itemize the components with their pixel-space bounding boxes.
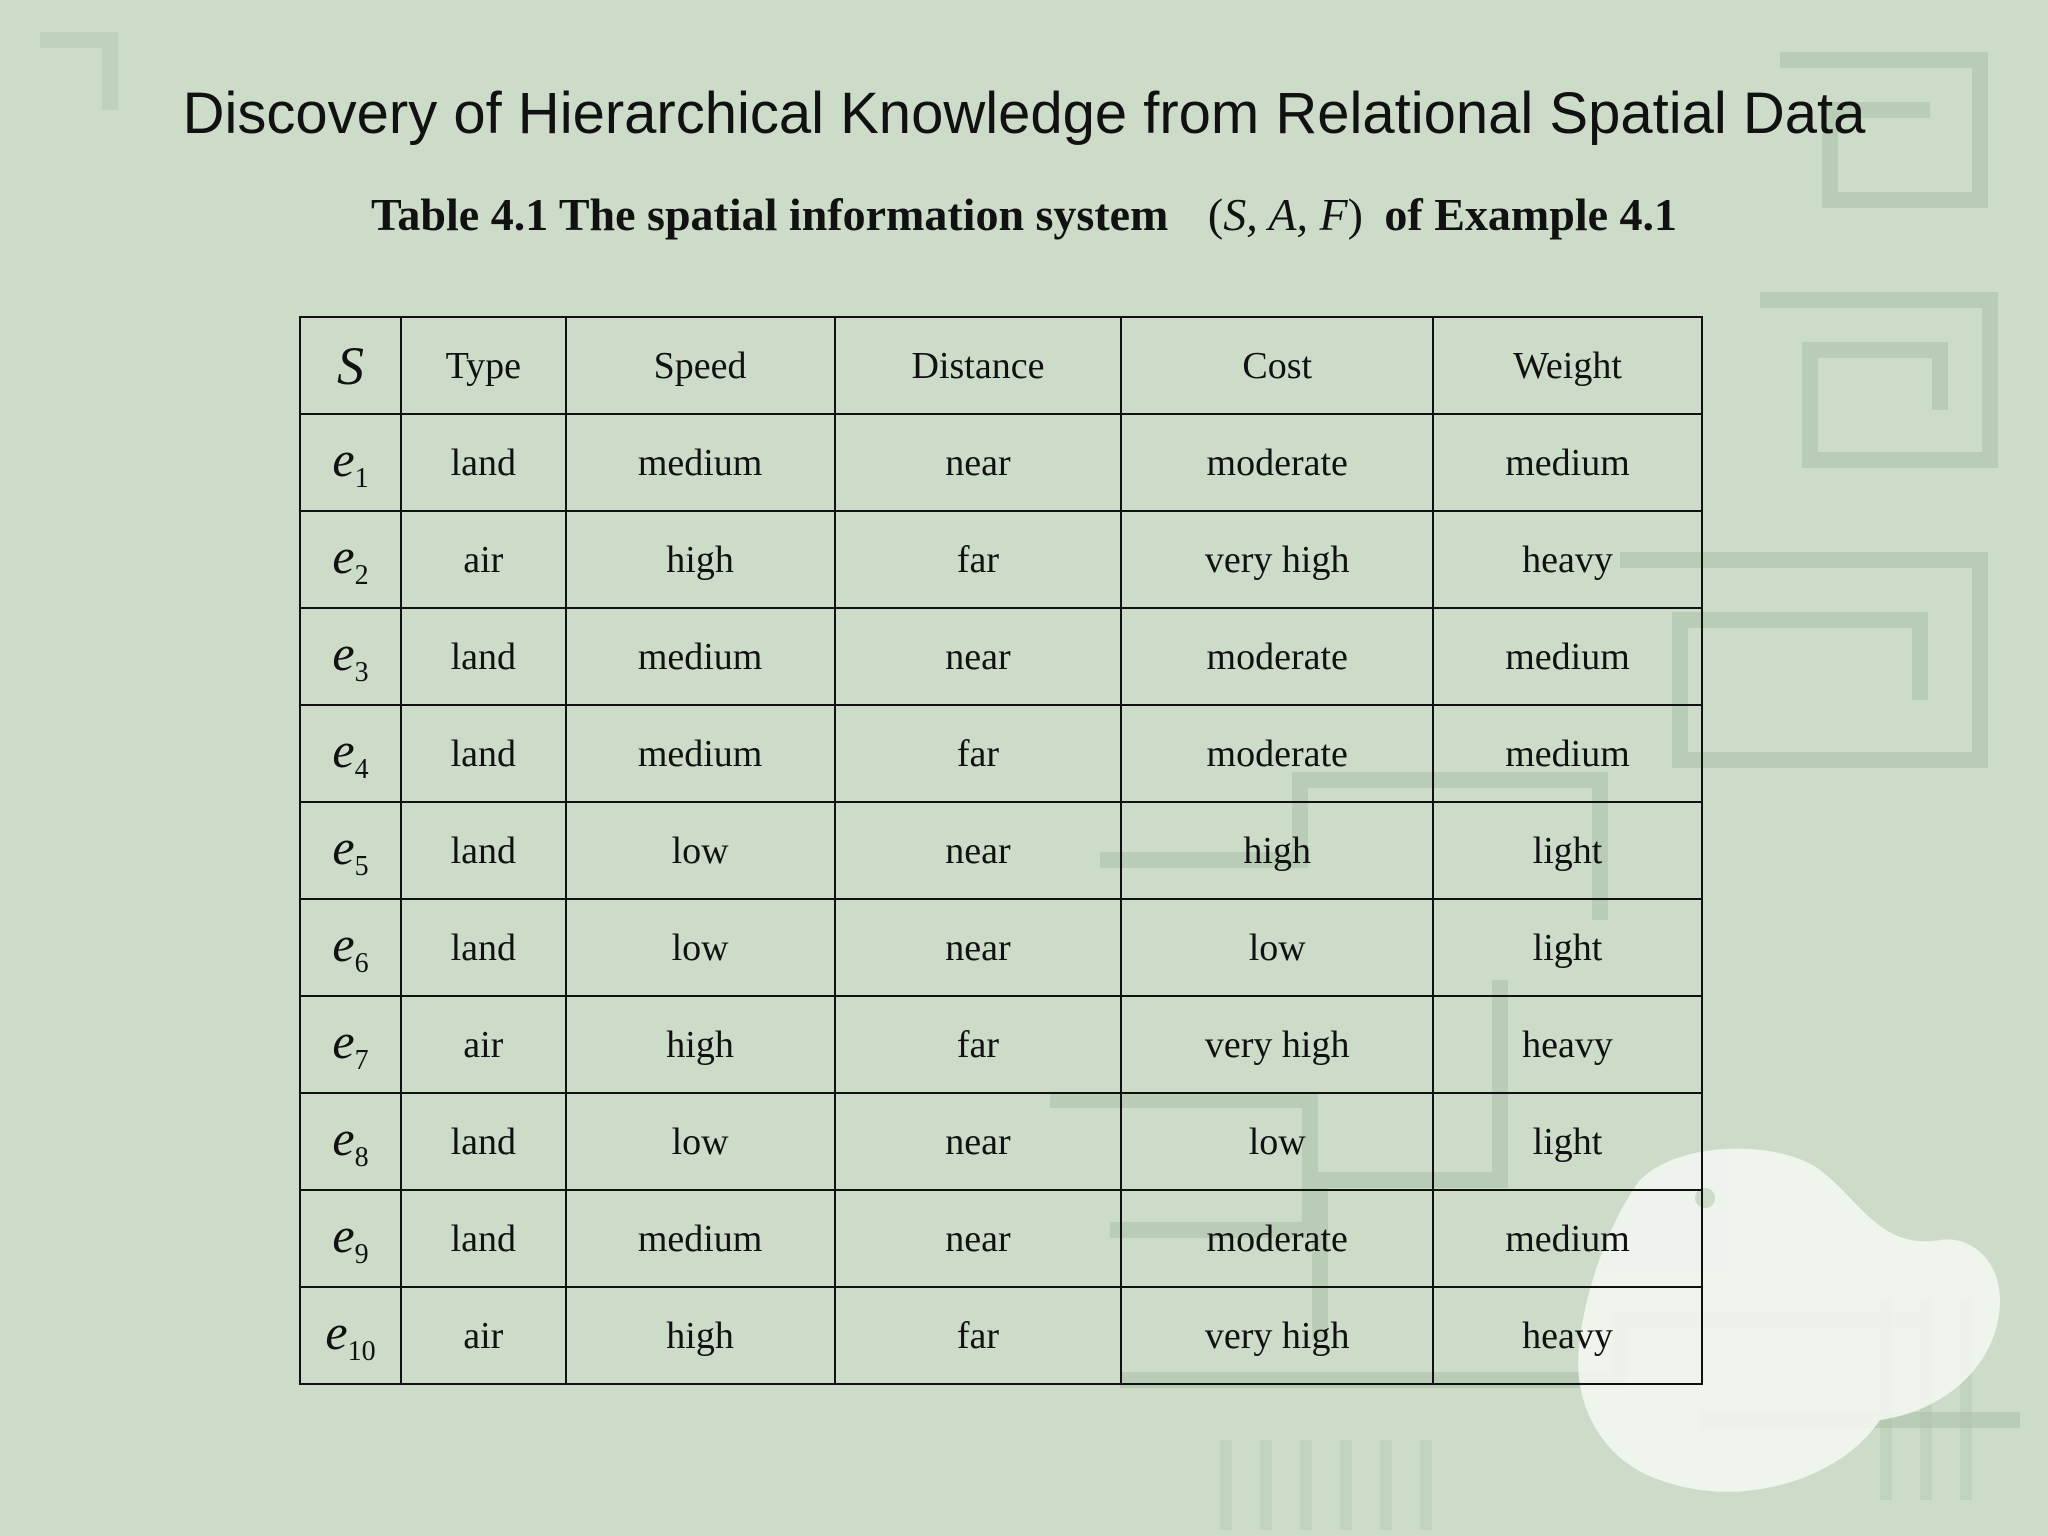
cell-cost: moderate bbox=[1121, 608, 1433, 705]
entity-label bbox=[300, 996, 401, 1093]
cell-distance: near bbox=[835, 802, 1122, 899]
header-distance: Distance bbox=[835, 317, 1122, 414]
header-type: Type bbox=[401, 317, 566, 414]
entity-symbol: e bbox=[332, 1110, 355, 1166]
entity-label bbox=[300, 511, 401, 608]
cell-weight: light bbox=[1433, 802, 1702, 899]
entity-symbol: e bbox=[332, 625, 355, 681]
entity-symbol: e bbox=[332, 1207, 355, 1263]
entity-symbol: e bbox=[332, 819, 355, 875]
cell-type: land bbox=[401, 1093, 566, 1190]
cell-type: land bbox=[401, 802, 566, 899]
entity-label bbox=[300, 1093, 401, 1190]
cell-type: land bbox=[401, 705, 566, 802]
cell-weight: medium bbox=[1433, 1190, 1702, 1287]
header-weight: Weight bbox=[1433, 317, 1702, 414]
entity-label bbox=[300, 899, 401, 996]
table-row bbox=[300, 608, 1702, 705]
cell-distance: near bbox=[835, 899, 1122, 996]
caption-math-tuple bbox=[1208, 189, 1363, 240]
table-row bbox=[300, 899, 1702, 996]
entity-symbol: e bbox=[332, 431, 355, 487]
cell-cost: low bbox=[1121, 899, 1433, 996]
cell-type: land bbox=[401, 414, 566, 511]
caption-suffix: of Example 4.1 bbox=[1384, 189, 1678, 240]
table-header-row bbox=[300, 317, 1702, 414]
cell-type: air bbox=[401, 511, 566, 608]
cell-distance: near bbox=[835, 1190, 1122, 1287]
entity-symbol: e bbox=[332, 1013, 355, 1069]
entity-label bbox=[300, 705, 401, 802]
cell-speed: low bbox=[566, 802, 835, 899]
entity-label bbox=[300, 802, 401, 899]
entity-symbol: e bbox=[325, 1304, 348, 1360]
caption-prefix: Table 4.1 The spatial information system bbox=[370, 189, 1169, 240]
cell-distance: near bbox=[835, 1093, 1122, 1190]
cell-speed: low bbox=[566, 1093, 835, 1190]
cell-cost: very high bbox=[1121, 1287, 1433, 1384]
table-row bbox=[300, 705, 1702, 802]
cell-cost: moderate bbox=[1121, 705, 1433, 802]
cell-weight: medium bbox=[1433, 414, 1702, 511]
entity-index: 7 bbox=[354, 1045, 369, 1076]
cell-weight: medium bbox=[1433, 608, 1702, 705]
cell-weight: light bbox=[1433, 899, 1702, 996]
table-caption bbox=[0, 188, 2048, 241]
entity-index: 1 bbox=[354, 463, 369, 494]
cell-speed: medium bbox=[566, 414, 835, 511]
cell-weight: heavy bbox=[1433, 1287, 1702, 1384]
table-row bbox=[300, 1190, 1702, 1287]
entity-symbol: e bbox=[332, 916, 355, 972]
entity-symbol: e bbox=[332, 528, 355, 584]
cell-speed: low bbox=[566, 899, 835, 996]
cell-weight: heavy bbox=[1433, 996, 1702, 1093]
cell-distance: near bbox=[835, 608, 1122, 705]
entity-label bbox=[300, 1287, 401, 1384]
table-row bbox=[300, 802, 1702, 899]
table-row bbox=[300, 414, 1702, 511]
entity-index: 10 bbox=[347, 1336, 376, 1367]
cell-distance: far bbox=[835, 996, 1122, 1093]
table-row bbox=[300, 1287, 1702, 1384]
cell-distance: near bbox=[835, 414, 1122, 511]
entity-index: 4 bbox=[354, 754, 369, 785]
entity-index: 6 bbox=[354, 948, 369, 979]
slide-title: Discovery of Hierarchical Knowledge from Relational Spatial Data bbox=[182, 81, 1866, 146]
cell-distance: far bbox=[835, 705, 1122, 802]
table-row bbox=[300, 1093, 1702, 1190]
entity-label bbox=[300, 608, 401, 705]
header-cost: Cost bbox=[1121, 317, 1433, 414]
cell-speed: medium bbox=[566, 705, 835, 802]
cell-type: land bbox=[401, 608, 566, 705]
cell-distance: far bbox=[835, 511, 1122, 608]
cell-cost: high bbox=[1121, 802, 1433, 899]
spatial-information-table bbox=[299, 316, 1703, 1385]
entity-index: 5 bbox=[354, 851, 369, 882]
cell-cost: moderate bbox=[1121, 414, 1433, 511]
cell-weight: light bbox=[1433, 1093, 1702, 1190]
table-body bbox=[300, 414, 1702, 1384]
entity-index: 9 bbox=[354, 1239, 369, 1270]
entity-index: 2 bbox=[354, 560, 369, 591]
cell-cost: very high bbox=[1121, 511, 1433, 608]
entity-label bbox=[300, 1190, 401, 1287]
cell-type: air bbox=[401, 1287, 566, 1384]
entity-index: 3 bbox=[354, 657, 369, 688]
cell-cost: low bbox=[1121, 1093, 1433, 1190]
entity-index: 8 bbox=[354, 1142, 369, 1173]
cell-weight: medium bbox=[1433, 705, 1702, 802]
caption-close-paren: ) bbox=[1347, 189, 1363, 240]
cell-speed: medium bbox=[566, 1190, 835, 1287]
header-s: S bbox=[300, 317, 401, 414]
cell-speed: medium bbox=[566, 608, 835, 705]
cell-speed: high bbox=[566, 1287, 835, 1384]
header-speed: Speed bbox=[566, 317, 835, 414]
table-row bbox=[300, 511, 1702, 608]
cell-distance: far bbox=[835, 1287, 1122, 1384]
cell-type: air bbox=[401, 996, 566, 1093]
cell-type: land bbox=[401, 899, 566, 996]
caption-math-symbols: S, A, F bbox=[1223, 189, 1348, 240]
entity-symbol: e bbox=[332, 722, 355, 778]
cell-cost: moderate bbox=[1121, 1190, 1433, 1287]
table-row bbox=[300, 996, 1702, 1093]
cell-cost: very high bbox=[1121, 996, 1433, 1093]
caption-open-paren: ( bbox=[1207, 189, 1224, 240]
cell-type: land bbox=[401, 1190, 566, 1287]
cell-speed: high bbox=[566, 996, 835, 1093]
entity-label bbox=[300, 414, 401, 511]
cell-weight: heavy bbox=[1433, 511, 1702, 608]
cell-speed: high bbox=[566, 511, 835, 608]
